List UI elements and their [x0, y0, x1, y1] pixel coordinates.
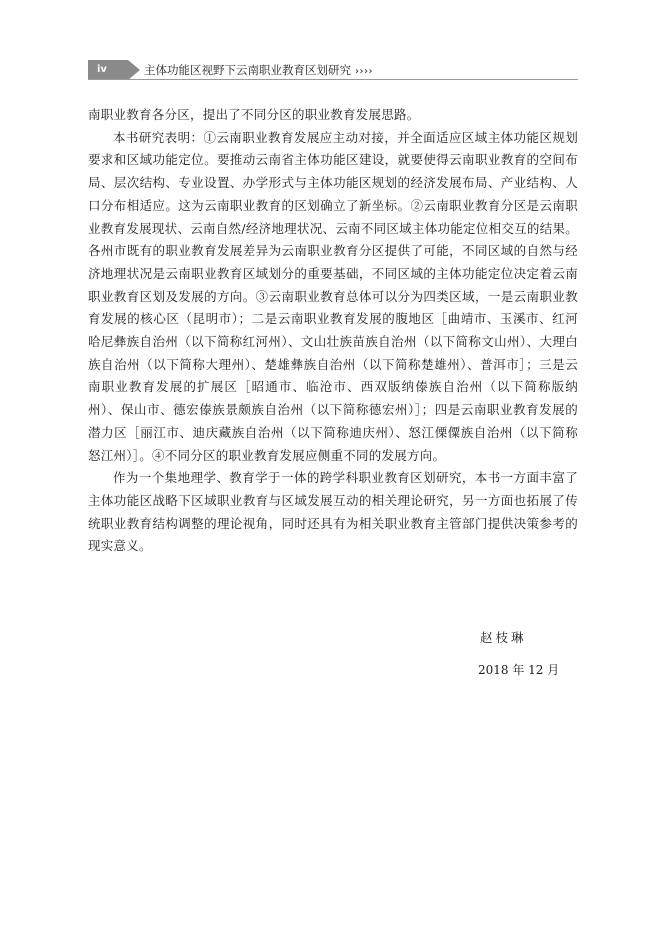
header-rule — [88, 79, 578, 80]
page-number-tab: iv — [88, 60, 128, 80]
paragraph-significance: 作为一个集地理学、教育学于一体的跨学科职业教育区划研究，本书一方面丰富了主体功能区战略下区域职业教育与区域发展互动的相关理论研究，另一方面也拓展了传统职业教育结构调整的理论视角，同时还具有为相关职业教育主管部门提供决策参考的现实意义。 — [88, 470, 578, 554]
paragraph-continuation: 南职业教育各分区，提出了不同分区的职业教育发展思路。 — [88, 107, 420, 122]
page-header — [88, 60, 578, 80]
author-signature: 赵枝琳 — [480, 630, 527, 645]
chevrons-icon: ›››› — [355, 66, 373, 77]
running-title — [144, 60, 373, 80]
signature-date: 2018 年 12 月 — [478, 663, 560, 677]
paragraph-findings: 本书研究表明：①云南职业教育发展应主动对接，并全面适应区域主体功能区规划要求和区域功能定位。要推动云南省主体功能区建设，就要使得云南职业教育的空间布局、层次结构、专业设置、办学形式与主体功能区规划的经济发展布局、产业结构、人口分布相适应。这为云南职业教育的区划确立了新坐标。②云南职业教育分区是云南职业教育发展现状、云南自然/经济地理状况、云南不同区域主体功能定位相交互的结果。各州市既有的职业教育发展差异为云南职业教育分区提供了可能，不同区域的自然与经济地理状况是云南职业教育区域划分的重要基础，不同区域的主体功能定位决定着云南职业教育区划及发展的方向。③云南职业教育总体可以分为四类区域，一是云南职业教育发展的核心区（昆明市）；二是云南职业教育发展的腹地区［曲靖市、玉溪市、红河哈尼彝族自治州（以下简称红河州）、文山壮族苗族自治州（以下简称文山州）、大理白族自治州（以下简称大理州）、楚雄彝族自治州（以下简称楚雄州）、普洱市］；三是云南职业教育发展的扩展区［昭通市、临沧市、西双版纳傣族自治州（以下简称版纳州）、保山市、德宏傣族景颇族自治州（以下简称德宏州）］；四是云南职业教育发展的潜力区［丽江市、迪庆藏族自治州（以下简称迪庆州）、怒江傈僳族自治州（以下简称怒江州）］。④不同分区的职业教育发展应侧重不同的发展方向。 — [88, 129, 578, 463]
body-text — [88, 104, 578, 558]
running-title-text: 主体功能区视野下云南职业教育区划研究 — [144, 63, 351, 77]
